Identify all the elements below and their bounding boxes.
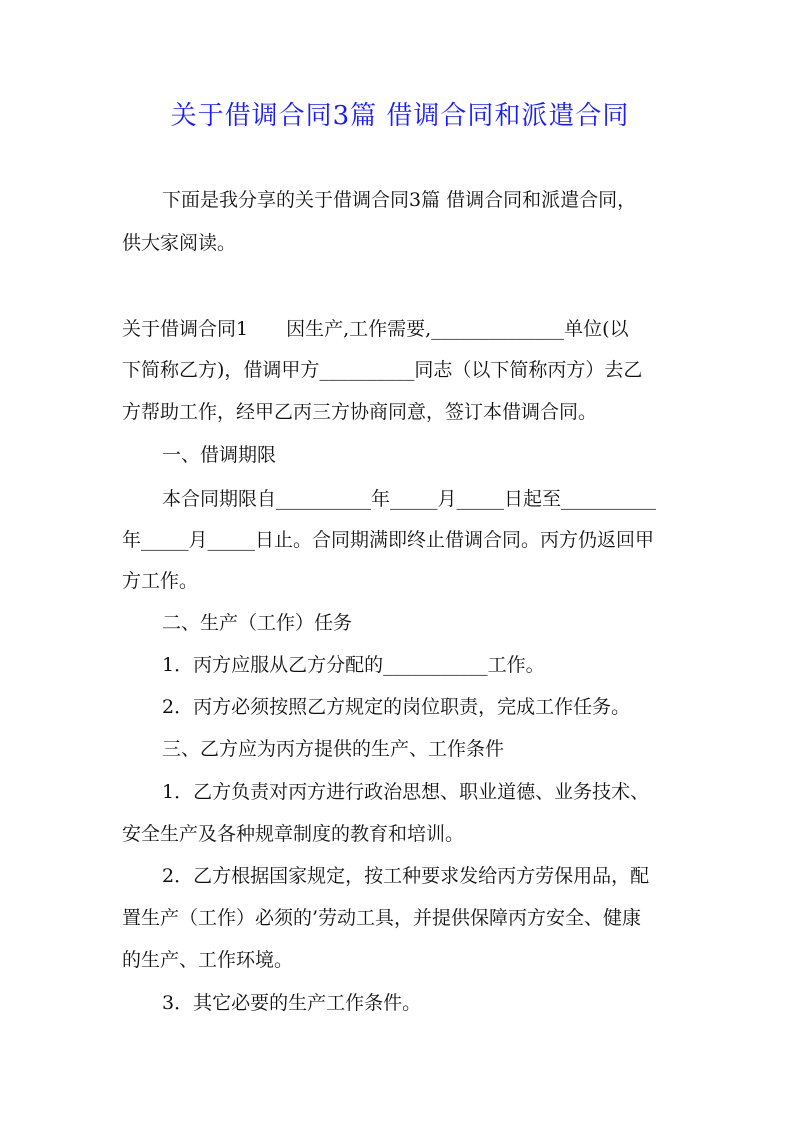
list-item: 3．其它必要的生产工作条件。 [162,992,422,1014]
document-title: 关于借调合同3篇 借调合同和派遣合同 [170,101,630,131]
intro-line-1: 下面是我分享的关于借调合同3篇 借调合同和派遣合同， [162,189,637,211]
paragraph-line: 安全生产及各种规章制度的教育和培训。 [122,823,465,845]
paragraph-line: 年_____月_____日止。合同期满即终止借调合同。丙方仍返回甲 [122,529,655,551]
paragraph-line: 方工作。 [122,570,199,592]
list-item: 1．乙方负责对丙方进行政治思想、职业道德、业务技术、 [162,781,650,803]
paragraph-line: 下简称乙方)，借调甲方__________同志（以下简称丙方）去乙 [122,359,643,381]
list-item: 2．乙方根据国家规定，按工种要求发给丙方劳保用品，配 [162,865,650,887]
section-heading-2: 二、生产（工作）任务 [162,612,353,634]
intro-line-2: 供大家阅读。 [122,232,237,254]
paragraph-line: 方帮助工作，经甲乙丙三方协商同意，签订本借调合同。 [122,401,598,423]
section-heading-1: 一、借调期限 [162,444,277,466]
paragraph-line: 关于借调合同1 因生产,工作需要,______________单位(以 [122,318,629,340]
section-heading-3: 三、乙方应为丙方提供的生产、工作条件 [162,738,505,760]
list-item: 1．丙方应服从乙方分配的___________工作。 [162,654,545,676]
list-item: 2．丙方必须按照乙方规定的岗位职责，完成工作任务。 [162,696,631,718]
paragraph-line: 的生产、工作环境。 [122,949,294,971]
paragraph-line: 本合同期限自__________年_____月_____日起至__________ [162,488,657,510]
paragraph-line: 置生产（工作）必须的’劳动工具，并提供保障丙方安全、健康 [122,907,642,929]
